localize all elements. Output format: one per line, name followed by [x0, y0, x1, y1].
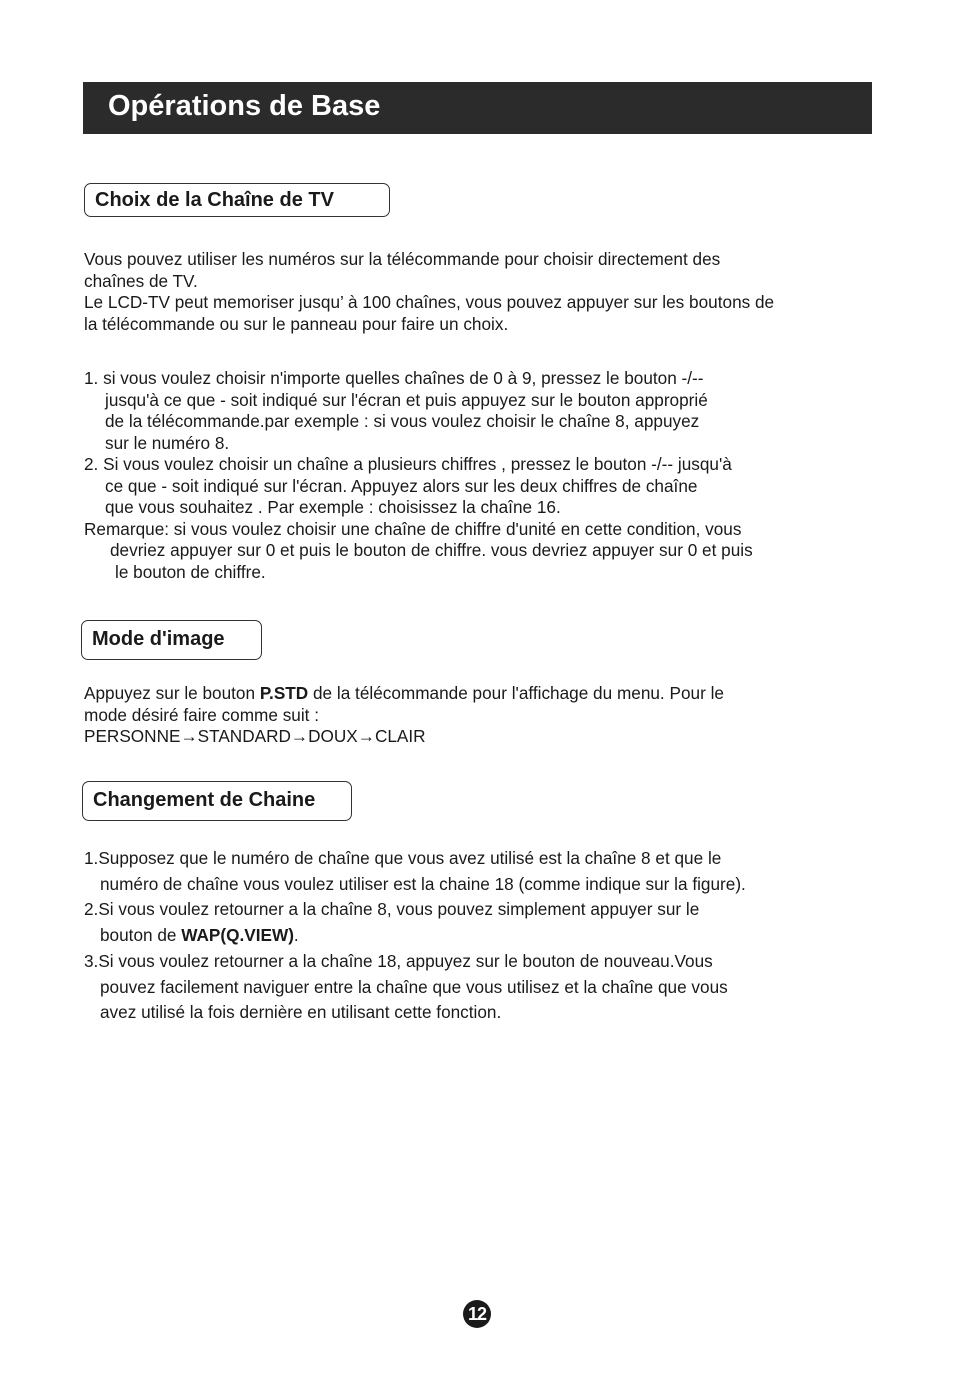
instruction-line: 2. Si vous voulez choisir un chaîne a plusieurs chiffres , pressez le bouton -/-- jusqu'à: [84, 454, 732, 474]
intro-line: Le LCD-TV peut memoriser jusqu’ à 100 chaînes, vous pouvez appuyer sur les boutons de: [84, 292, 775, 312]
instruction-text: .: [293, 925, 299, 946]
section-heading-mode: Mode d'image: [81, 620, 262, 660]
instruction-line: numéro de chaîne vous voulez utiliser est la chaine 18 (comme indique sur la figure).: [100, 873, 746, 894]
mode-line: mode désiré faire comme suit :: [84, 704, 319, 725]
instruction-line: que vous souhaitez . Par exemple : choisissez la chaîne 16.: [105, 497, 561, 517]
page-title: Opérations de Base: [108, 90, 381, 122]
instruction-line: [84, 923, 746, 949]
wap-button-label: WAP(Q.VIEW): [181, 925, 294, 946]
instruction-line: pouvez facilement naviguer entre la chaîne que vous utilisez et la chaîne que vous: [100, 976, 728, 997]
instruction-line: avez utilisé la fois dernière en utilisant cette fonction.: [100, 1002, 502, 1023]
remark-line: devriez appuyer sur 0 et puis le bouton de chiffre. vous devriez appuyer sur 0 et puis: [110, 540, 753, 560]
instruction-line: sur le numéro 8.: [105, 432, 230, 453]
instruction-line: 3.Si vous voulez retourner a la chaîne 18, appuyez sur le bouton de nouveau.Vous: [84, 950, 713, 971]
changement-instructions: [84, 846, 746, 1026]
mode-sequence: PERSONNE→STANDARD→DOUX→CLAIR: [84, 726, 426, 746]
intro-line: la télécommande ou sur le panneau pour faire un choix.: [84, 313, 509, 334]
instruction-line: jusqu'à ce que - soit indiqué sur l'écran et puis appuyez sur le bouton approprié: [105, 389, 708, 410]
choix-instructions: [84, 368, 753, 583]
page-number-badge: 12: [463, 1300, 491, 1328]
page-header-bar: [83, 82, 872, 134]
section-heading-changement: Changement de Chaine: [82, 781, 352, 821]
mode-line-text: de la télécommande pour l'affichage du menu. Pour le: [308, 683, 724, 703]
instruction-text: bouton de: [100, 925, 182, 946]
mode-line-text: Appuyez sur le bouton: [84, 683, 260, 703]
intro-line: Vous pouvez utiliser les numéros sur la télécommande pour choisir directement des: [84, 249, 721, 269]
instruction-line: 2.Si vous voulez retourner a la chaîne 8, vous pouvez simplement appuyer sur le: [84, 899, 700, 920]
instruction-line: de la télécommande.par exemple : si vous voulez choisir le chaîne 8, appuyez: [105, 411, 700, 431]
instruction-line: 1. si vous voulez choisir n'importe quelles chaînes de 0 à 9, pressez le bouton -/--: [84, 368, 704, 388]
instruction-line: ce que - soit indiqué sur l'écran. Appuyez alors sur les deux chiffres de chaîne: [105, 475, 698, 496]
instruction-line: 1.Supposez que le numéro de chaîne que vous avez utilisé est la chaîne 8 et que le: [84, 848, 722, 868]
remark-line: Remarque: si vous voulez choisir une chaîne de chiffre d'unité en cette condition, vous: [84, 518, 742, 539]
remark-line: le bouton de chiffre.: [115, 561, 266, 582]
mode-line: [84, 683, 724, 705]
pstd-button-label: P.STD: [259, 683, 309, 703]
section-heading-choix: Choix de la Chaîne de TV: [84, 183, 390, 217]
intro-line: chaînes de TV.: [84, 270, 198, 291]
intro-paragraph: [84, 249, 774, 335]
mode-paragraph: [84, 683, 724, 748]
